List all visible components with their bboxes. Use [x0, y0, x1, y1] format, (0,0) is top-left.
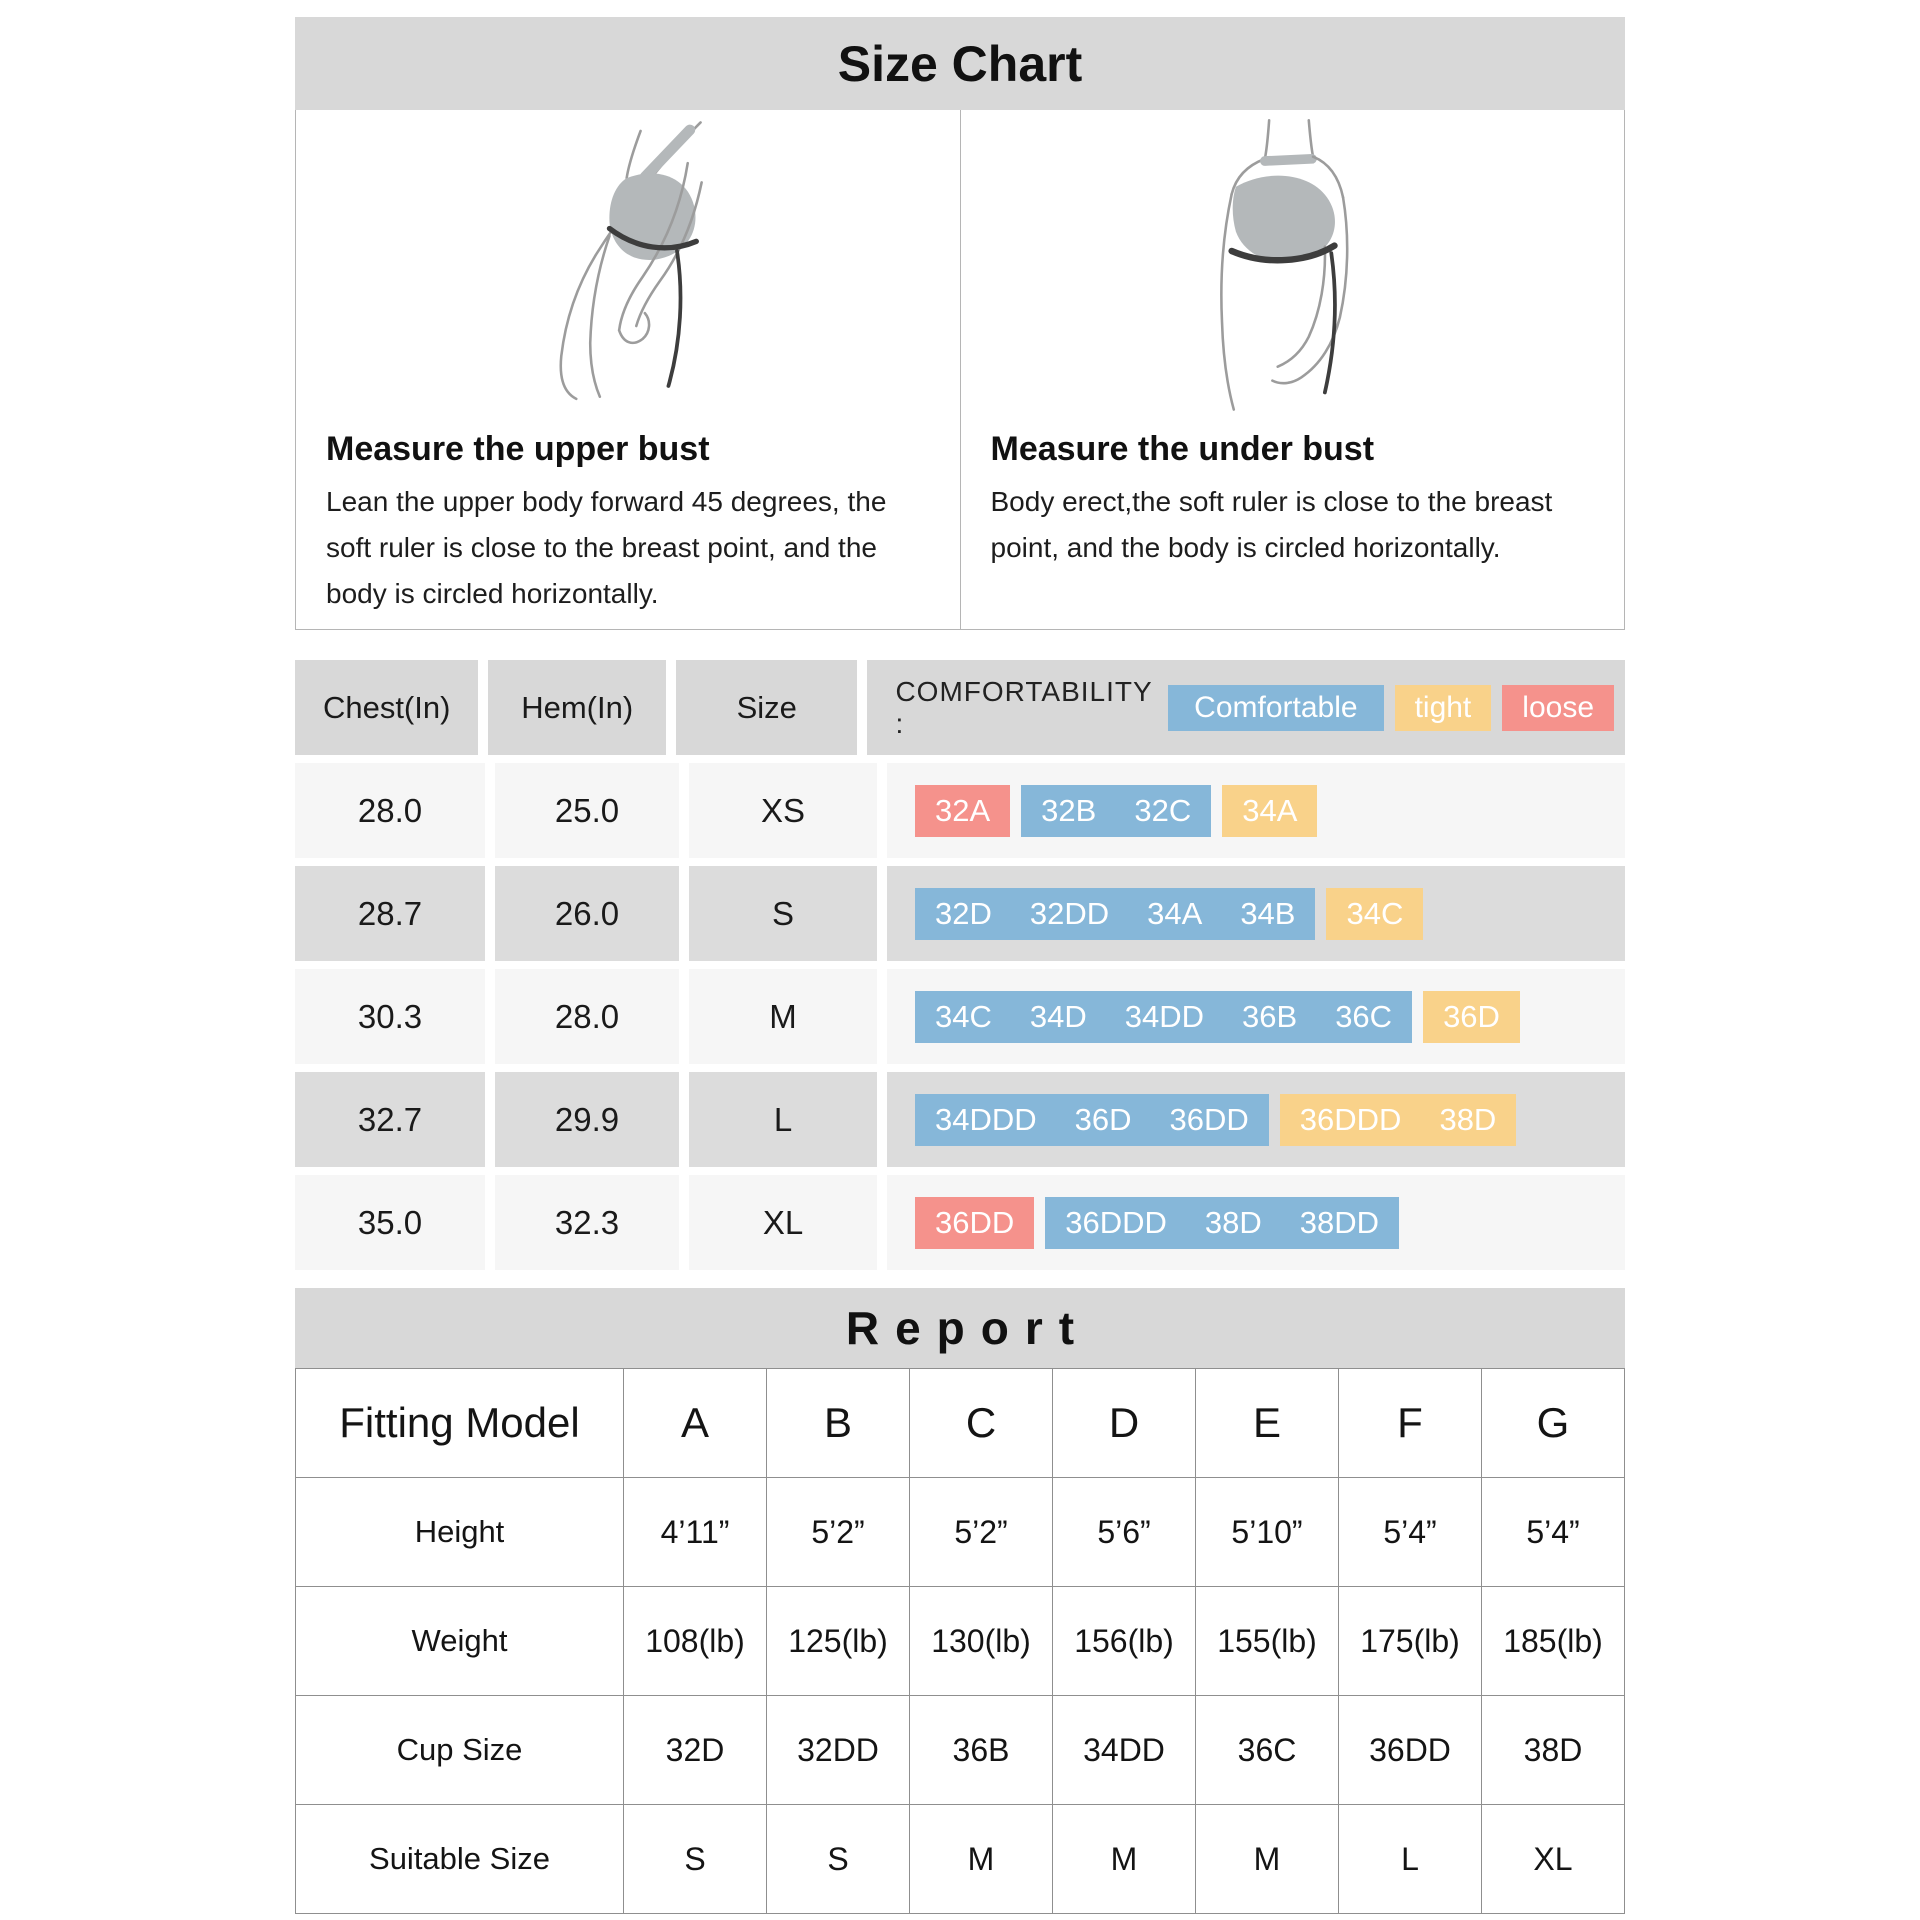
- report-cell: F: [1339, 1369, 1482, 1478]
- size-row-l: [295, 1072, 1625, 1167]
- legend-loose-badge: loose: [1502, 685, 1614, 731]
- report-cell: E: [1196, 1369, 1339, 1478]
- report-cell: C: [910, 1369, 1053, 1478]
- report-cell: 32DD: [767, 1696, 910, 1805]
- chest-value: 28.0: [295, 763, 485, 858]
- report-table: [295, 1368, 1625, 1914]
- cup-badge-loose: 36DD: [915, 1197, 1034, 1249]
- size-value: XS: [689, 763, 877, 858]
- header-size: Size: [676, 660, 857, 755]
- panel-heading-under-bust: Measure the under bust: [990, 430, 1375, 468]
- report-row-height: [296, 1478, 1625, 1587]
- chest-value: 35.0: [295, 1175, 485, 1270]
- size-row-xl: [295, 1175, 1625, 1270]
- upper-bust-figure-illustration: [326, 116, 930, 422]
- report-cell: 5’4”: [1339, 1478, 1482, 1587]
- size-value: L: [689, 1072, 877, 1167]
- report-cell: 185(lb): [1482, 1587, 1625, 1696]
- comfortability-label: COMFORTABILITY :: [895, 675, 1153, 739]
- report-cell: 175(lb): [1339, 1587, 1482, 1696]
- report-row-label: Height: [296, 1478, 624, 1587]
- cup-badge-comfortable: 32D 32DD 34A 34B: [915, 888, 1315, 940]
- cup-badge-tight: 34C: [1326, 888, 1423, 940]
- report-cell: 5’6”: [1053, 1478, 1196, 1587]
- report-cell: B: [767, 1369, 910, 1478]
- hem-value: 32.3: [495, 1175, 679, 1270]
- cup-badge-tight: 36DDD 38D: [1280, 1094, 1517, 1146]
- size-table-header-row: [295, 660, 1625, 755]
- report-cell: 4’11”: [624, 1478, 767, 1587]
- hem-value: 25.0: [495, 763, 679, 858]
- cup-badge-comfortable: 34DDD 36D 36DD: [915, 1094, 1269, 1146]
- report-cell: 5’2”: [910, 1478, 1053, 1587]
- header-comfortability: [867, 660, 1625, 755]
- report-cell: 36DD: [1339, 1696, 1482, 1805]
- size-row-m: [295, 969, 1625, 1064]
- panel-body-under-bust: Body erect,the soft ruler is close to the breast point, and the body is circled horizontally.: [990, 486, 1553, 563]
- report-row-fitting-model: [296, 1369, 1625, 1478]
- hem-value: 26.0: [495, 866, 679, 961]
- legend-tight-badge: tight: [1395, 685, 1492, 731]
- comfort-badges: [887, 1072, 1625, 1167]
- comfort-badges: [887, 969, 1625, 1064]
- comfort-badges: [887, 866, 1625, 961]
- report-row-label: Fitting Model: [296, 1369, 624, 1478]
- report-cell: 38D: [1482, 1696, 1625, 1805]
- cup-badge-tight: 36D: [1423, 991, 1520, 1043]
- report-cell: M: [910, 1805, 1053, 1914]
- report-cell: 36C: [1196, 1696, 1339, 1805]
- report-cell: M: [1196, 1805, 1339, 1914]
- cup-badge-comfortable: 34C 34D 34DD 36B 36C: [915, 991, 1412, 1043]
- report-cell: 155(lb): [1196, 1587, 1339, 1696]
- cup-badge-loose: 32A: [915, 785, 1010, 837]
- report-row-weight: [296, 1587, 1625, 1696]
- report-row-suitable-size: [296, 1805, 1625, 1914]
- cup-badge-comfortable: 36DDD 38D 38DD: [1045, 1197, 1399, 1249]
- report-cell: L: [1339, 1805, 1482, 1914]
- header-chest: Chest(In): [295, 660, 478, 755]
- size-row-s: [295, 866, 1625, 961]
- report-cell: 5’2”: [767, 1478, 910, 1587]
- measure-upper-bust-panel: [296, 110, 961, 629]
- report-cell: 130(lb): [910, 1587, 1053, 1696]
- report-cell: 125(lb): [767, 1587, 910, 1696]
- report-cell: 36B: [910, 1696, 1053, 1805]
- comfort-badges: [887, 763, 1625, 858]
- chest-value: 32.7: [295, 1072, 485, 1167]
- size-chart-title: Size Chart: [295, 17, 1625, 110]
- report-cell: 32D: [624, 1696, 767, 1805]
- measure-panels: [295, 110, 1625, 630]
- cup-badge-comfortable: 32B 32C: [1021, 785, 1211, 837]
- report-row-cup-size: [296, 1696, 1625, 1805]
- report-row-label: Weight: [296, 1587, 624, 1696]
- report-cell: D: [1053, 1369, 1196, 1478]
- size-value: M: [689, 969, 877, 1064]
- under-bust-figure-illustration: [991, 116, 1595, 422]
- panel-body-upper-bust: Lean the upper body forward 45 degrees, the soft ruler is close to the breast point, and the body is circled horizontally.: [326, 486, 887, 609]
- report-cell: S: [624, 1805, 767, 1914]
- size-table: [295, 660, 1625, 1270]
- size-value: S: [689, 866, 877, 961]
- report-cell: 5’4”: [1482, 1478, 1625, 1587]
- report-cell: 156(lb): [1053, 1587, 1196, 1696]
- cup-badge-tight: 34A: [1222, 785, 1317, 837]
- report-cell: A: [624, 1369, 767, 1478]
- chest-value: 30.3: [295, 969, 485, 1064]
- size-chart-page: [295, 0, 1625, 1914]
- report-cell: S: [767, 1805, 910, 1914]
- size-row-xs: [295, 763, 1625, 858]
- size-chart-section: [295, 17, 1625, 630]
- report-cell: XL: [1482, 1805, 1625, 1914]
- report-cell: M: [1053, 1805, 1196, 1914]
- standing-figure-icon: [1132, 116, 1453, 416]
- leaning-figure-icon: [467, 116, 788, 416]
- report-cell: 34DD: [1053, 1696, 1196, 1805]
- header-hem: Hem(In): [488, 660, 666, 755]
- report-row-label: Suitable Size: [296, 1805, 624, 1914]
- report-cell: 5’10”: [1196, 1478, 1339, 1587]
- report-cell: 108(lb): [624, 1587, 767, 1696]
- report-section: [295, 1288, 1625, 1914]
- legend-comfortable-badge: Comfortable: [1168, 685, 1383, 731]
- report-title: Report: [295, 1288, 1625, 1368]
- hem-value: 28.0: [495, 969, 679, 1064]
- panel-heading-upper-bust: Measure the upper bust: [326, 430, 710, 468]
- report-row-label: Cup Size: [296, 1696, 624, 1805]
- measure-under-bust-panel: [961, 110, 1625, 629]
- size-value: XL: [689, 1175, 877, 1270]
- hem-value: 29.9: [495, 1072, 679, 1167]
- comfort-badges: [887, 1175, 1625, 1270]
- report-cell: G: [1482, 1369, 1625, 1478]
- chest-value: 28.7: [295, 866, 485, 961]
